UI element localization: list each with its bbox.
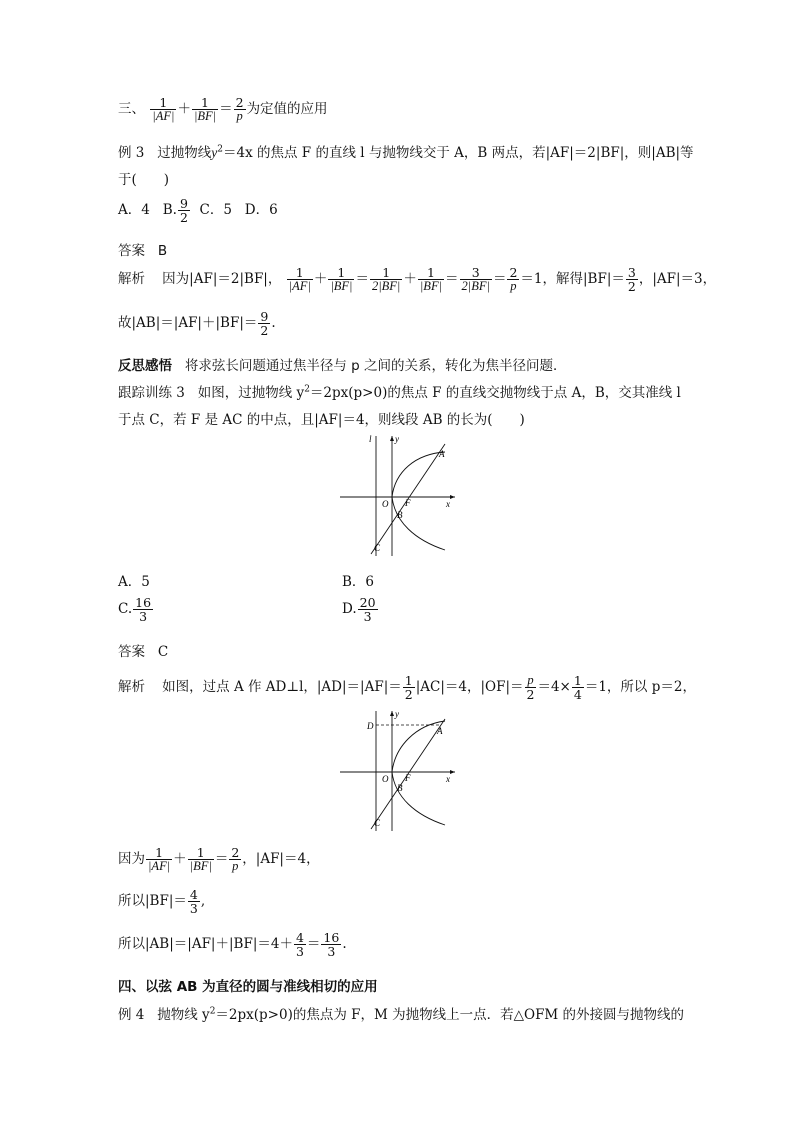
fraction-1-af (150, 96, 176, 123)
ex3-var-y: y (211, 145, 218, 160)
equals-sign: ＝ (219, 101, 233, 118)
frac: $\frac{2}{p}$ (509, 265, 518, 294)
answer-label: 答案 (118, 243, 145, 259)
label-l: l (369, 434, 372, 444)
label-D: D (367, 721, 374, 731)
because-line: 因为 $\frac{1}{|AF|}$ ＋ $\frac{1}{|BF|}$ ＝ $\frac{2}{p}$ ，|AF|＝4， (118, 845, 320, 874)
track3-line1: 跟踪训练 3 如图，过抛物线 $y^2=2px(p>0)$的焦点 F 的直线交抛物线于点 A，B，交其准线 l (118, 384, 681, 401)
solution-line2: 故|AB|＝|AF|＋|BF|＝ (118, 315, 258, 332)
solution-text-a: 如图，过点 A 作 AD⊥l，|AD|＝|AF|＝ (162, 679, 402, 696)
label-F: F (405, 773, 411, 783)
figure-parabola-1 (335, 432, 460, 557)
fraction-1-bf (192, 96, 218, 123)
frac: $\frac{2}{p}$ (231, 845, 240, 874)
ex3-line1: 例 3 过抛物线$y^2=4x$ 的焦点 F 的直线 l 与抛物线交于 A，B 两点，若|AF|＝2|BF|，则|AB|等 (118, 144, 694, 161)
label-x: x (446, 499, 450, 509)
label-C: C (374, 818, 381, 828)
option-c: C. (118, 601, 133, 618)
frac-num: 2 (235, 95, 244, 110)
so-line-2 (118, 931, 347, 958)
fraction-2-p (234, 96, 246, 123)
reflection-label: 反思感悟 (118, 358, 172, 374)
option-b-frac (178, 197, 190, 224)
parabola (392, 721, 445, 825)
track3-solution-line1 (118, 674, 696, 701)
track3-opt-d (342, 596, 379, 623)
ex3-options (118, 197, 278, 224)
frac: $\frac{4}{3}$ (189, 887, 198, 917)
so-line-1 (118, 888, 205, 915)
section-suffix: 为定值的应用 (246, 101, 328, 118)
reflection-text: 将求弦长问题通过焦半径与 p 之间的关系，转化为焦半径问题． (184, 358, 567, 374)
frac-num: 16 (135, 595, 152, 610)
ex4-text-b: ＝2px(p>0)的焦点为 F，M 为抛物线上一点．若△OFM 的外接圆与抛物线的 (215, 1007, 685, 1023)
solution-tail: ＝1，解得|BF|＝ (520, 271, 625, 288)
option-d: D. (342, 601, 357, 618)
so2-eq: ＝ (306, 936, 321, 953)
frac: $\frac{1}{2}$ (404, 673, 413, 703)
frac: $\frac{1}{2|BF|}$ (371, 265, 401, 294)
frac: $\frac{p}{2}$ (526, 673, 535, 703)
track3-label: 跟踪训练 3 (118, 385, 185, 401)
ex3-text-a: 过抛物线 (157, 145, 212, 161)
frac: $\frac{1}{|BF|}$ (330, 265, 353, 294)
frac-num: 1 (192, 96, 218, 110)
frac-den: 2 (179, 210, 188, 226)
frac-den: p (236, 109, 243, 124)
track3-answer (118, 640, 168, 660)
section3-heading: 三、 $\frac{1}{|AF|}$ ＋ $\frac{1}{|BF|}$ ＝ $\frac{2}{p}$ 为定值的应用 (118, 95, 328, 124)
so2-tail: . (342, 936, 347, 953)
ex3-label: 例 3 (118, 145, 145, 161)
answer-label: 答案 (118, 644, 145, 660)
solution-text-d: ＝1，所以 p＝2， (584, 679, 696, 696)
ex3-solution-line1: 解析 因为|AF|＝2|BF|， $\frac{1}{|AF|}$ ＋ $\frac{1}{|BF|}$ ＝ $\frac{1}{2|BF|}$ ＋ $\frac{1}{|BF|}$ ＝ $\frac{3}{2|BF|}$ ＝ $\frac{2}{p}$ ＝1，解得|BF|＝ $\frac{3}{2}$ ，|AF|＝3， (118, 265, 717, 295)
parabola (392, 452, 445, 550)
answer-value: B (157, 243, 168, 259)
frac-num: 9 (179, 196, 188, 211)
so-text: 所以|BF|＝ (118, 893, 187, 910)
option-c-frac (133, 596, 153, 623)
answer-value: C (157, 644, 169, 660)
frac: $\frac{1}{|BF|}$ (189, 845, 212, 874)
frac: $\frac{1}{|BF|}$ (419, 265, 443, 294)
track3-text-b: ＝2px(p>0)的焦点 F 的直线交抛物线于点 A，B，交其准线 l (309, 385, 681, 401)
ex3-text-c: ＝4x 的焦点 F 的直线 l 与抛物线交于 A，B 两点，若|AF|＝2|BF|，则|AB|等 (223, 145, 694, 161)
label-A: A (439, 449, 445, 459)
solution-text-c: ＝4× (537, 679, 571, 696)
option-d-frac (358, 596, 378, 623)
frac: $\frac{1}{|AF|}$ (288, 265, 311, 294)
label-O: O (382, 499, 389, 509)
frac: $\frac{3}{2}$ (627, 265, 636, 295)
solution-label: 解析 (118, 679, 145, 696)
reflection (118, 354, 567, 374)
ex4-line1: 例 4 抛物线 $y^2=2px(p>0)$的焦点为 F，M 为抛物线上一点．若△OFM 的外接圆与抛物线的 (118, 1006, 685, 1023)
frac-num: 1 (150, 96, 176, 110)
label-O: O (382, 774, 389, 784)
ex4-label: 例 4 (118, 1007, 145, 1023)
ex3-answer (118, 239, 167, 259)
ex4-text: 抛物线 y (157, 1007, 210, 1023)
frac-den: 3 (363, 609, 372, 625)
because-tail: ，|AF|＝4， (242, 851, 320, 868)
frac-den: 3 (139, 609, 148, 625)
because-label: 因为 (118, 851, 145, 868)
solution-text-b: |AC|＝4，|OF|＝ (415, 679, 524, 696)
option-c: C．5 (199, 202, 232, 219)
solution-tail2: ，|AF|＝3， (638, 271, 717, 288)
frac: $\frac{16}{3}$ (323, 930, 340, 960)
option-a: A．4 (118, 202, 150, 219)
label-y: y (395, 709, 399, 719)
so-tail: , (200, 893, 206, 910)
section-prefix: 三、 (118, 101, 145, 118)
label-C: C (374, 543, 381, 553)
frac: $\frac{4}{3}$ (295, 930, 304, 960)
section4-heading: 四、以弦 AB 为直径的圆与准线相切的应用 (118, 979, 378, 995)
label-y: y (395, 434, 399, 444)
track3-opt-c (118, 596, 154, 623)
label-B: B (397, 783, 403, 793)
frac-den: |AF| (152, 109, 175, 124)
label-A: A (437, 726, 443, 736)
frac: $\frac{1}{4}$ (573, 673, 582, 703)
label-x: x (446, 774, 450, 784)
option-d: D．6 (244, 202, 278, 219)
track3-text: 如图，过抛物线 y (197, 385, 305, 401)
frac: $\frac{9}{2}$ (260, 309, 269, 339)
frac: $\frac{3}{2|BF|}$ (461, 265, 490, 294)
frac: $\frac{1}{|AF|}$ (148, 845, 171, 874)
track3-opt-b: B．6 (342, 574, 375, 590)
frac-den: |BF| (193, 109, 217, 124)
figure-parabola-2 (335, 707, 460, 832)
label-B: B (397, 510, 403, 520)
ex3-line2: 于( ) (118, 172, 170, 188)
track3-opt-a: A．5 (118, 574, 150, 590)
solution-text: 因为|AF|＝2|BF|， (162, 271, 282, 288)
frac-num: 20 (359, 595, 376, 610)
option-b: B. (162, 202, 177, 219)
track3-line2: 于点 C，若 F 是 AC 的中点，且|AF|＝4，则线段 AB 的长为( ) (118, 412, 525, 428)
label-F: F (405, 498, 411, 508)
ex3-solution-line2: 故|AB|＝|AF|＋|BF|＝ $\frac{9}{2}$ . (118, 309, 276, 339)
solution-label: 解析 (118, 271, 145, 288)
so2-text: 所以|AB|＝|AF|＋|BF|＝4＋ (118, 936, 293, 953)
